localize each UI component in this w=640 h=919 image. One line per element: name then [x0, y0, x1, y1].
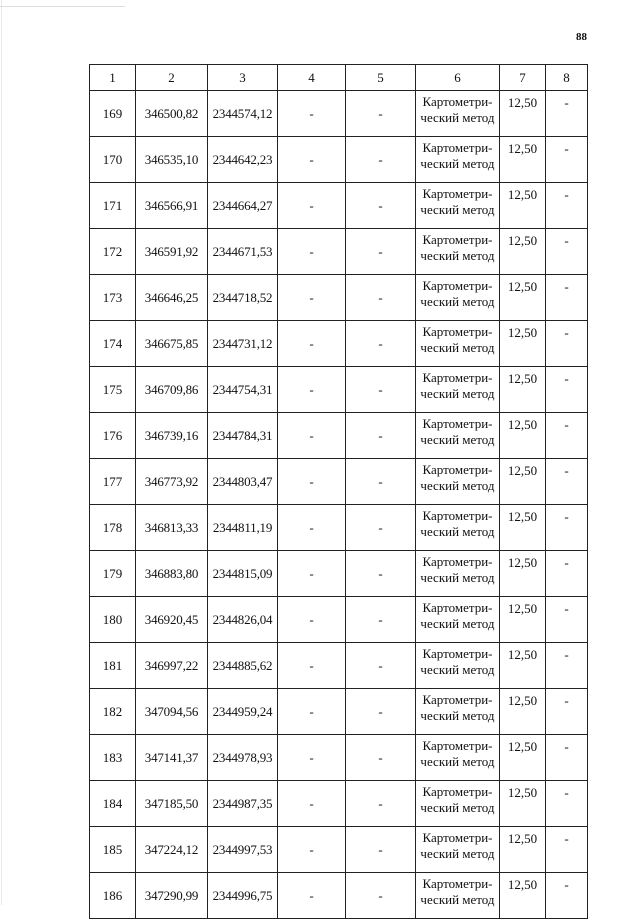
table-row	[90, 321, 588, 367]
column-8-value: -	[546, 873, 588, 919]
point-number: 184	[90, 781, 136, 827]
method-line-2: ческий метод	[420, 110, 495, 125]
coordinate-y: 2344803,47	[208, 459, 278, 505]
column-4-value: -	[278, 643, 346, 689]
method-cell	[416, 321, 500, 367]
column-4-value: -	[278, 597, 346, 643]
method-line-2: ческий метод	[420, 570, 495, 585]
coordinates-table	[89, 64, 588, 919]
column-8-value: -	[546, 137, 588, 183]
accuracy-value: 12,50	[500, 781, 546, 827]
column-8-value: -	[546, 321, 588, 367]
coordinate-x: 346535,10	[136, 137, 208, 183]
column-5-value: -	[346, 873, 416, 919]
accuracy-value: 12,50	[500, 183, 546, 229]
point-number: 185	[90, 827, 136, 873]
accuracy-value: 12,50	[500, 137, 546, 183]
coordinate-y: 2344718,52	[208, 275, 278, 321]
column-4-value: -	[278, 781, 346, 827]
column-8-value: -	[546, 689, 588, 735]
method-line-1: Картометри-	[422, 554, 493, 569]
method-line-2: ческий метод	[420, 202, 495, 217]
method-line-2: ческий метод	[420, 156, 495, 171]
accuracy-value: 12,50	[500, 735, 546, 781]
method-line-2: ческий метод	[420, 340, 495, 355]
column-4-value: -	[278, 459, 346, 505]
coordinate-y: 2344826,04	[208, 597, 278, 643]
table-row	[90, 367, 588, 413]
column-5-value: -	[346, 551, 416, 597]
table-row	[90, 689, 588, 735]
method-cell	[416, 91, 500, 137]
point-number: 181	[90, 643, 136, 689]
method-cell	[416, 137, 500, 183]
column-4-value: -	[278, 689, 346, 735]
method-line-2: ческий метод	[420, 754, 495, 769]
accuracy-value: 12,50	[500, 367, 546, 413]
method-line-1: Картометри-	[422, 830, 493, 845]
column-4-value: -	[278, 873, 346, 919]
method-line-2: ческий метод	[420, 616, 495, 631]
column-4-value: -	[278, 91, 346, 137]
accuracy-value: 12,50	[500, 827, 546, 873]
point-number: 169	[90, 91, 136, 137]
point-number: 171	[90, 183, 136, 229]
method-line-1: Картометри-	[422, 370, 493, 385]
table-row	[90, 505, 588, 551]
point-number: 173	[90, 275, 136, 321]
method-line-1: Картометри-	[422, 738, 493, 753]
coordinate-y: 2344754,31	[208, 367, 278, 413]
column-5-value: -	[346, 781, 416, 827]
column-8-value: -	[546, 505, 588, 551]
table-row	[90, 91, 588, 137]
coordinate-y: 2344574,12	[208, 91, 278, 137]
table-row	[90, 229, 588, 275]
coordinate-y: 2344885,62	[208, 643, 278, 689]
accuracy-value: 12,50	[500, 643, 546, 689]
method-cell	[416, 735, 500, 781]
coordinate-x: 346997,22	[136, 643, 208, 689]
column-header-5: 5	[346, 65, 416, 91]
point-number: 175	[90, 367, 136, 413]
coordinate-y: 2344731,12	[208, 321, 278, 367]
method-line-1: Картометри-	[422, 94, 493, 109]
coordinate-y: 2344996,75	[208, 873, 278, 919]
column-5-value: -	[346, 91, 416, 137]
coordinate-x: 347094,56	[136, 689, 208, 735]
accuracy-value: 12,50	[500, 459, 546, 505]
method-line-2: ческий метод	[420, 800, 495, 815]
column-5-value: -	[346, 413, 416, 459]
method-cell	[416, 551, 500, 597]
method-cell	[416, 413, 500, 459]
coordinate-x: 346813,33	[136, 505, 208, 551]
point-number: 180	[90, 597, 136, 643]
table-row	[90, 643, 588, 689]
column-8-value: -	[546, 229, 588, 275]
method-line-1: Картометри-	[422, 324, 493, 339]
column-5-value: -	[346, 275, 416, 321]
method-cell	[416, 689, 500, 735]
coordinate-y: 2344815,09	[208, 551, 278, 597]
point-number: 178	[90, 505, 136, 551]
coordinate-x: 346773,92	[136, 459, 208, 505]
coordinate-y: 2344664,27	[208, 183, 278, 229]
column-header-3: 3	[208, 65, 278, 91]
method-line-1: Картометри-	[422, 416, 493, 431]
column-4-value: -	[278, 827, 346, 873]
coordinate-y: 2344784,31	[208, 413, 278, 459]
method-line-1: Картометри-	[422, 462, 493, 477]
coordinate-x: 346709,86	[136, 367, 208, 413]
point-number: 172	[90, 229, 136, 275]
method-line-1: Картометри-	[422, 232, 493, 247]
column-5-value: -	[346, 367, 416, 413]
coordinate-x: 346591,92	[136, 229, 208, 275]
point-number: 183	[90, 735, 136, 781]
method-line-1: Картометри-	[422, 784, 493, 799]
method-cell	[416, 597, 500, 643]
column-5-value: -	[346, 229, 416, 275]
coordinate-x: 346675,85	[136, 321, 208, 367]
column-header-7: 7	[500, 65, 546, 91]
method-line-1: Картометри-	[422, 508, 493, 523]
table-row	[90, 597, 588, 643]
column-5-value: -	[346, 643, 416, 689]
method-line-2: ческий метод	[420, 294, 495, 309]
column-4-value: -	[278, 183, 346, 229]
table-row	[90, 413, 588, 459]
column-4-value: -	[278, 321, 346, 367]
coordinate-y: 2344671,53	[208, 229, 278, 275]
column-4-value: -	[278, 505, 346, 551]
column-8-value: -	[546, 597, 588, 643]
scan-edge-line	[1, 0, 2, 905]
column-8-value: -	[546, 413, 588, 459]
point-number: 182	[90, 689, 136, 735]
point-number: 176	[90, 413, 136, 459]
column-8-value: -	[546, 827, 588, 873]
method-cell	[416, 367, 500, 413]
column-8-value: -	[546, 459, 588, 505]
method-cell	[416, 275, 500, 321]
coordinate-y: 2344987,35	[208, 781, 278, 827]
table-row	[90, 873, 588, 919]
column-5-value: -	[346, 735, 416, 781]
accuracy-value: 12,50	[500, 229, 546, 275]
accuracy-value: 12,50	[500, 413, 546, 459]
point-number: 186	[90, 873, 136, 919]
method-line-2: ческий метод	[420, 248, 495, 263]
column-5-value: -	[346, 597, 416, 643]
point-number: 170	[90, 137, 136, 183]
accuracy-value: 12,50	[500, 275, 546, 321]
point-number: 179	[90, 551, 136, 597]
method-cell	[416, 183, 500, 229]
table-row	[90, 827, 588, 873]
coordinate-y: 2344978,93	[208, 735, 278, 781]
accuracy-value: 12,50	[500, 689, 546, 735]
scan-top-line	[0, 6, 125, 7]
coordinate-y: 2344997,53	[208, 827, 278, 873]
column-8-value: -	[546, 367, 588, 413]
table-row	[90, 551, 588, 597]
column-5-value: -	[346, 137, 416, 183]
method-cell	[416, 643, 500, 689]
column-4-value: -	[278, 735, 346, 781]
accuracy-value: 12,50	[500, 321, 546, 367]
column-8-value: -	[546, 91, 588, 137]
coordinate-y: 2344811,19	[208, 505, 278, 551]
coordinate-x: 346500,82	[136, 91, 208, 137]
method-line-1: Картометри-	[422, 140, 493, 155]
column-header-8: 8	[546, 65, 588, 91]
method-line-2: ческий метод	[420, 524, 495, 539]
method-line-2: ческий метод	[420, 892, 495, 907]
column-header-6: 6	[416, 65, 500, 91]
page-number: 88	[576, 31, 587, 43]
column-5-value: -	[346, 321, 416, 367]
accuracy-value: 12,50	[500, 91, 546, 137]
column-header-2: 2	[136, 65, 208, 91]
column-header-1: 1	[90, 65, 136, 91]
method-cell	[416, 459, 500, 505]
coordinate-x: 347141,37	[136, 735, 208, 781]
column-5-value: -	[346, 689, 416, 735]
column-5-value: -	[346, 183, 416, 229]
column-8-value: -	[546, 643, 588, 689]
coordinate-x: 346566,91	[136, 183, 208, 229]
method-cell	[416, 873, 500, 919]
column-5-value: -	[346, 505, 416, 551]
accuracy-value: 12,50	[500, 551, 546, 597]
method-line-2: ческий метод	[420, 662, 495, 677]
method-line-2: ческий метод	[420, 386, 495, 401]
column-8-value: -	[546, 781, 588, 827]
method-line-1: Картометри-	[422, 876, 493, 891]
method-line-1: Картометри-	[422, 600, 493, 615]
accuracy-value: 12,50	[500, 505, 546, 551]
point-number: 174	[90, 321, 136, 367]
column-4-value: -	[278, 413, 346, 459]
coordinate-x: 346920,45	[136, 597, 208, 643]
table-row	[90, 781, 588, 827]
coordinate-y: 2344642,23	[208, 137, 278, 183]
method-line-2: ческий метод	[420, 846, 495, 861]
coordinate-x: 346739,16	[136, 413, 208, 459]
method-line-2: ческий метод	[420, 432, 495, 447]
column-4-value: -	[278, 275, 346, 321]
method-line-1: Картометри-	[422, 186, 493, 201]
table-row	[90, 459, 588, 505]
column-5-value: -	[346, 459, 416, 505]
method-cell	[416, 505, 500, 551]
accuracy-value: 12,50	[500, 597, 546, 643]
column-4-value: -	[278, 229, 346, 275]
column-4-value: -	[278, 137, 346, 183]
coordinate-x: 347290,99	[136, 873, 208, 919]
method-cell	[416, 781, 500, 827]
column-header-4: 4	[278, 65, 346, 91]
table-row	[90, 137, 588, 183]
coordinate-x: 346883,80	[136, 551, 208, 597]
method-cell	[416, 229, 500, 275]
method-line-2: ческий метод	[420, 708, 495, 723]
method-line-2: ческий метод	[420, 478, 495, 493]
table-body	[90, 91, 588, 919]
method-line-1: Картометри-	[422, 646, 493, 661]
coordinate-x: 347224,12	[136, 827, 208, 873]
column-8-value: -	[546, 275, 588, 321]
column-4-value: -	[278, 551, 346, 597]
column-8-value: -	[546, 183, 588, 229]
method-line-1: Картометри-	[422, 692, 493, 707]
table-row	[90, 183, 588, 229]
coordinate-x: 347185,50	[136, 781, 208, 827]
method-line-1: Картометри-	[422, 278, 493, 293]
column-4-value: -	[278, 367, 346, 413]
column-8-value: -	[546, 735, 588, 781]
table-header-row	[90, 65, 588, 91]
point-number: 177	[90, 459, 136, 505]
method-cell	[416, 827, 500, 873]
accuracy-value: 12,50	[500, 873, 546, 919]
column-8-value: -	[546, 551, 588, 597]
coordinate-y: 2344959,24	[208, 689, 278, 735]
column-5-value: -	[346, 827, 416, 873]
table-row	[90, 275, 588, 321]
table-row	[90, 735, 588, 781]
coordinate-x: 346646,25	[136, 275, 208, 321]
